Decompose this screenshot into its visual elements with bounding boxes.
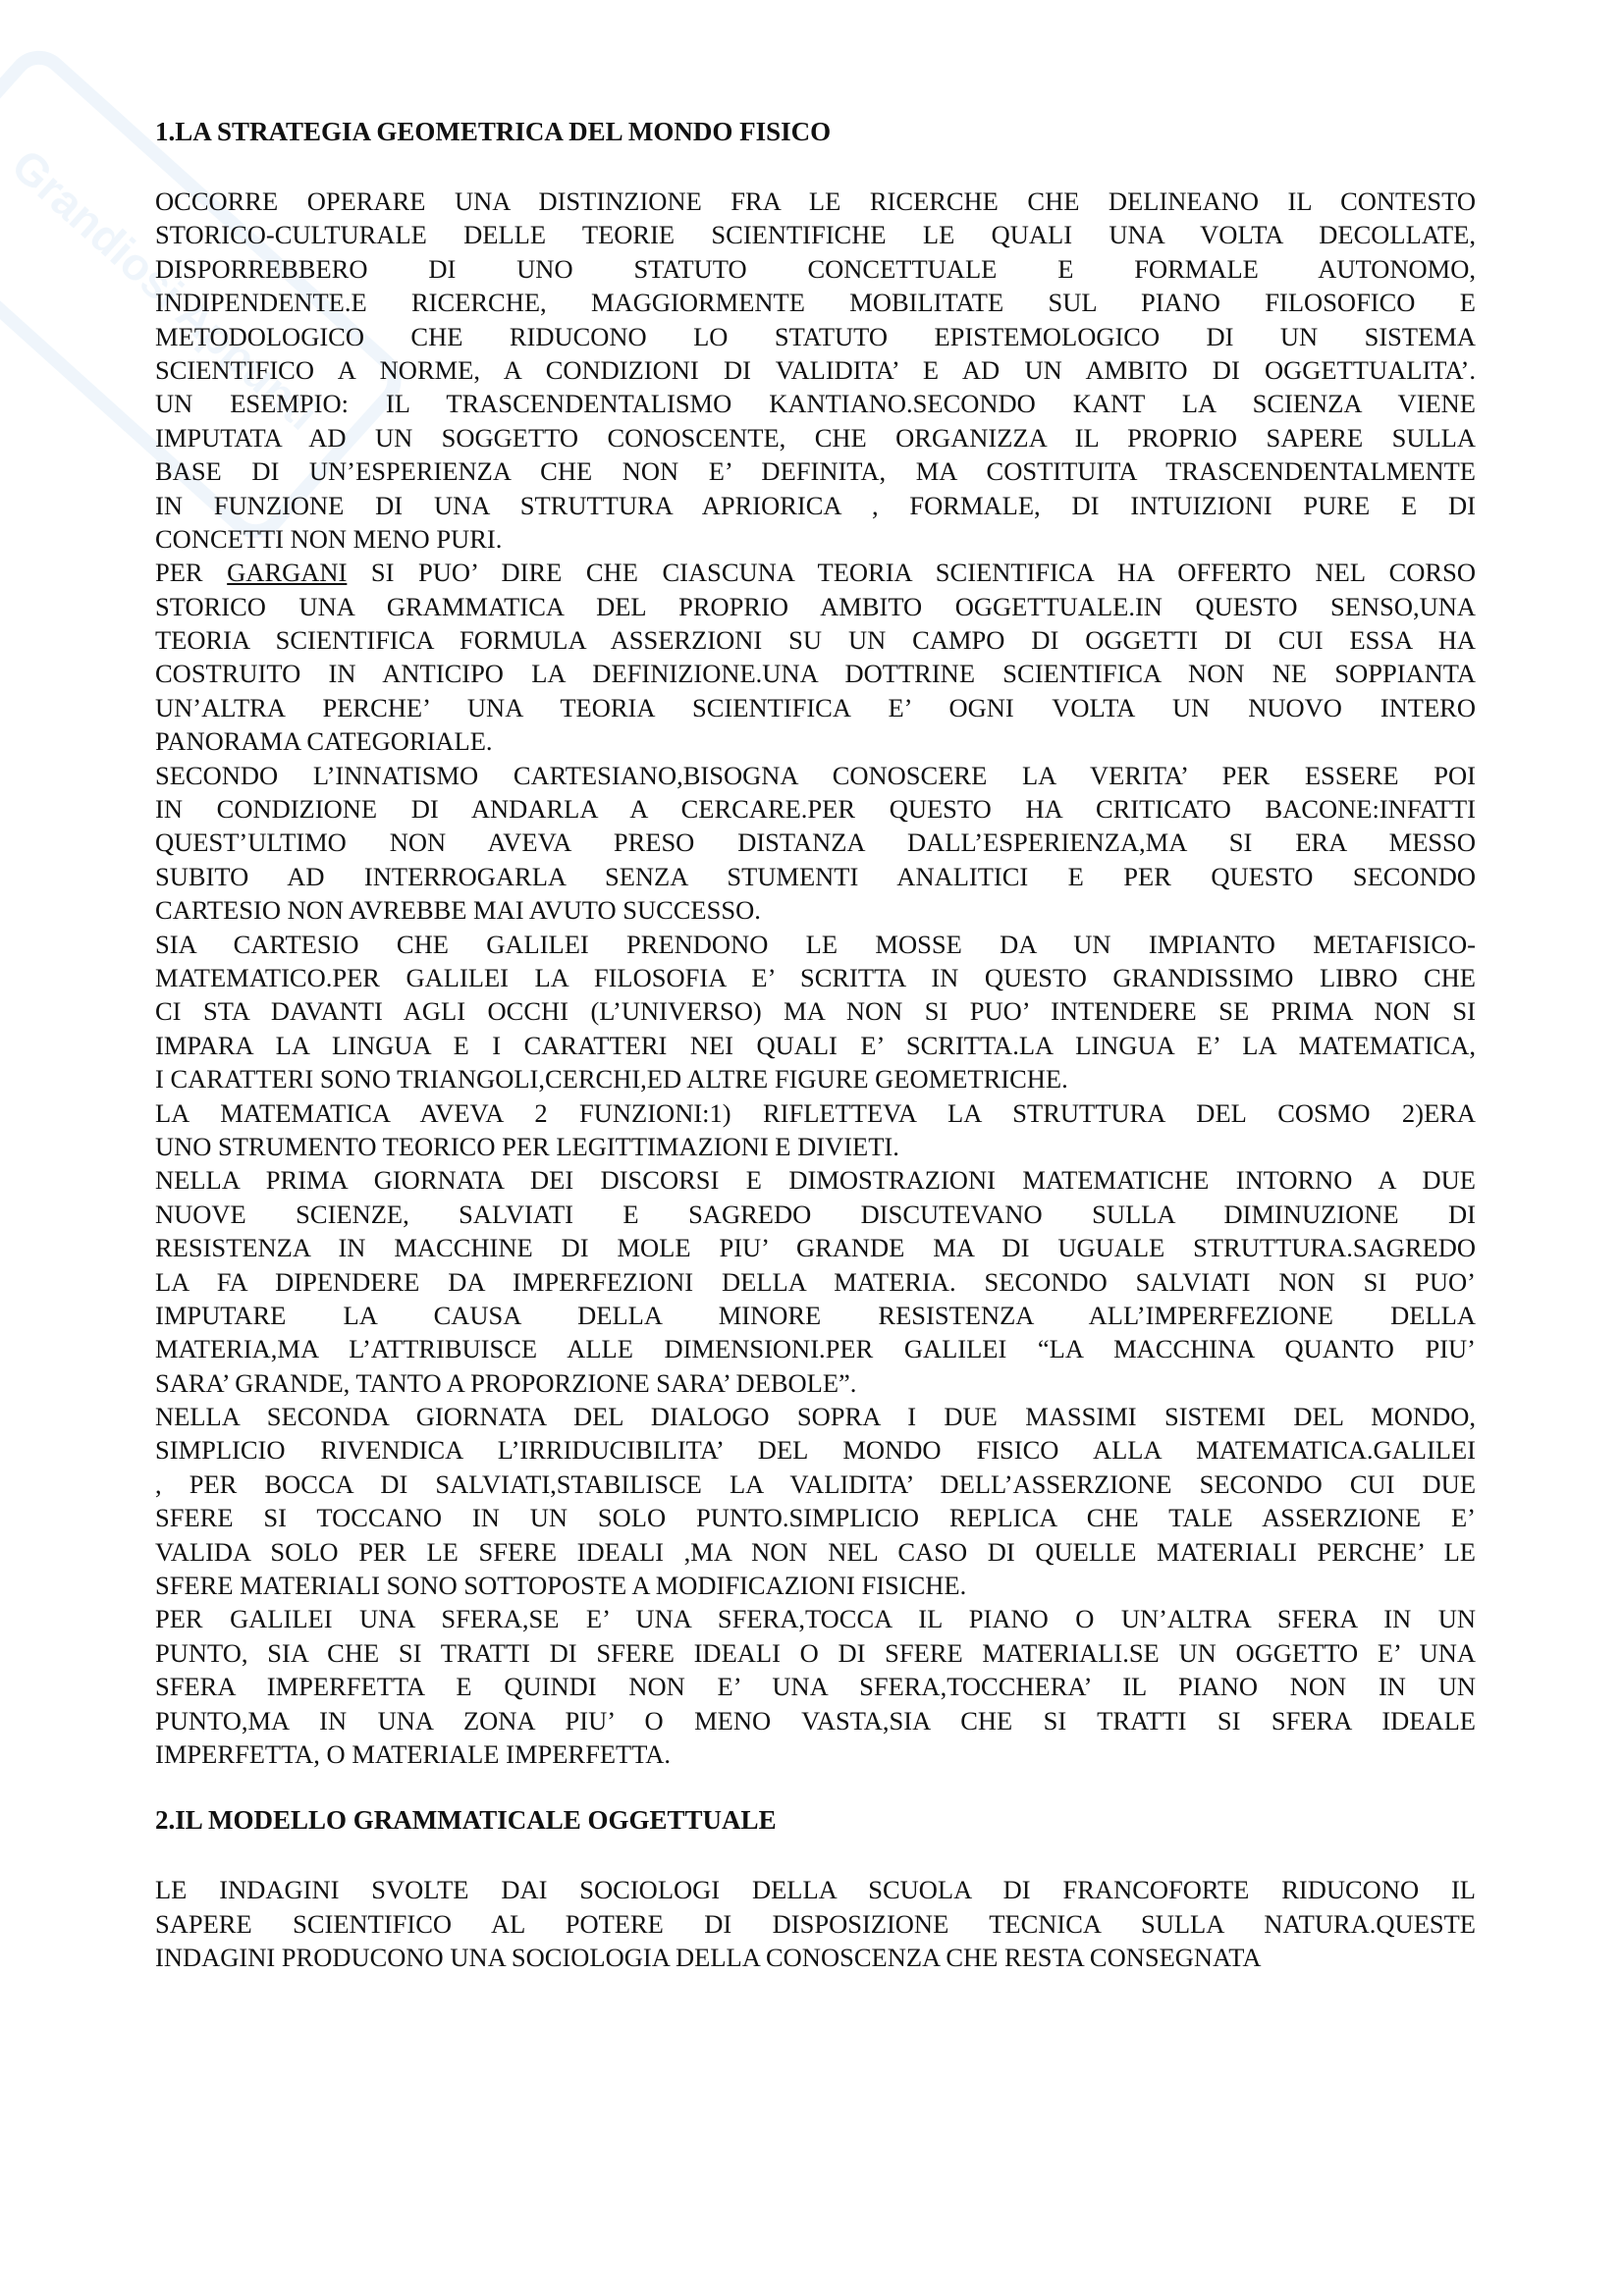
- document-body: [155, 116, 1476, 1975]
- text-line: TEORIA SCIENTIFICA FORMULA ASSERZIONI SU UN CAMPO DI OGGETTI DI CUI ESSA HA: [155, 625, 1476, 656]
- text-line: IMPUTATA AD UN SOGGETTO CONOSCENTE, CHE ORGANIZZA IL PROPRIO SAPERE SULLA: [155, 422, 1476, 453]
- text-line: UN ESEMPIO: IL TRASCENDENTALISMO KANTIANO.SECONDO KANT LA SCIENZA VIENE: [155, 389, 1476, 419]
- paragraph: [155, 759, 1476, 928]
- text-line: MATERIA,MA L’ATTRIBUISCE ALLE DIMENSIONI.PER GALILEI “LA MACCHINA QUANTO PIU’: [155, 1334, 1476, 1364]
- text-line: , PER BOCCA DI SALVIATI,STABILISCE LA VALIDITA’ DELL’ASSERZIONE SECONDO CUI DUE: [155, 1468, 1476, 1499]
- line-rest: SI PUO’ DIRE CHE CIASCUNA TEORIA SCIENTIFICA HA OFFERTO NEL CORSO: [347, 558, 1476, 588]
- line-prefix: PER: [155, 558, 228, 588]
- text-line: OCCORRE OPERARE UNA DISTINZIONE FRA LE RICERCHE CHE DELINEANO IL CONTESTO: [155, 187, 1476, 216]
- text-line: SFERA IMPERFETTA E QUINDI NON E’ UNA SFERA,TOCCHERA’ IL PIANO NON IN UN: [155, 1672, 1476, 1702]
- text-line: STORICO UNA GRAMMATICA DEL PROPRIO AMBITO OGGETTUALE.IN QUESTO SENSO,UNA: [155, 591, 1476, 621]
- text-line: IN CONDIZIONE DI ANDARLA A CERCARE.PER QUESTO HA CRITICATO BACONE:INFATTI: [155, 794, 1476, 825]
- section-heading: 2.IL MODELLO GRAMMATICALE OGGETTUALE: [155, 1805, 777, 1836]
- text-line: PER GALILEI UNA SFERA,SE E’ UNA SFERA,TOCCA IL PIANO O UN’ALTRA SFERA IN UN: [155, 1604, 1476, 1634]
- paragraph: [155, 185, 1476, 556]
- text-line: SFERE MATERIALI SONO SOTTOPOSTE A MODIFICAZIONI FISICHE.: [155, 1571, 967, 1601]
- text-line: INDAGINI PRODUCONO UNA SOCIOLOGIA DELLA CONOSCENZA CHE RESTA CONSEGNATA: [155, 1943, 1262, 1973]
- text-line: QUEST’ULTIMO NON AVEVA PRESO DISTANZA DALL’ESPERIENZA,MA SI ERA MESSO: [155, 828, 1476, 858]
- text-line: LA FA DIPENDERE DA IMPERFEZIONI DELLA MATERIA. SECONDO SALVIATI NON SI PUO’: [155, 1266, 1476, 1297]
- text-line: IN FUNZIONE DI UNA STRUTTURA APRIORICA , FORMALE, DI INTUIZIONI PURE E DI: [155, 490, 1476, 520]
- text-line: UNO STRUMENTO TEORICO PER LEGITTIMAZIONI E DIVIETI.: [155, 1131, 899, 1161]
- paragraph: [155, 1163, 1476, 1400]
- text-line: COSTRUITO IN ANTICIPO LA DEFINIZIONE.UNA DOTTRINE SCIENTIFICA NON NE SOPPIANTA: [155, 659, 1476, 689]
- text-line: PUNTO,MA IN UNA ZONA PIU’ O MENO VASTA,SIA CHE SI TRATTI SI SFERA IDEALE: [155, 1705, 1476, 1735]
- text-line: SFERE SI TOCCANO IN UN SOLO PUNTO.SIMPLICIO REPLICA CHE TALE ASSERZIONE E’: [155, 1503, 1476, 1533]
- text-line: UN’ALTRA PERCHE’ UNA TEORIA SCIENTIFICA E’ OGNI VOLTA UN NUOVO INTERO: [155, 692, 1476, 722]
- text-line: CONCETTI NON MENO PURI.: [155, 523, 503, 554]
- text-line: I CARATTERI SONO TRIANGOLI,CERCHI,ED ALTRE FIGURE GEOMETRICHE.: [155, 1064, 1068, 1095]
- underlined-name: GARGANI: [227, 558, 348, 588]
- text-line: METODOLOGICO CHE RIDUCONO LO STATUTO EPISTEMOLOGICO DI UN SISTEMA: [155, 321, 1476, 351]
- text-line: IMPARA LA LINGUA E I CARATTERI NEI QUALI E’ SCRITTA.LA LINGUA E’ LA MATEMATICA,: [155, 1030, 1476, 1060]
- text-line: SIMPLICIO RIVENDICA L’IRRIDUCIBILITA’ DEL MONDO FISICO ALLA MATEMATICA.GALILEI: [155, 1435, 1476, 1466]
- section-heading: 1.LA STRATEGIA GEOMETRICA DEL MONDO FISICO: [155, 117, 832, 146]
- text-line: SECONDO L’INNATISMO CARTESIANO,BISOGNA CONOSCERE LA VERITA’ PER ESSERE POI: [155, 760, 1476, 790]
- text-line: INDIPENDENTE.E RICERCHE, MAGGIORMENTE MOBILITATE SUL PIANO FILOSOFICO E: [155, 288, 1476, 318]
- text-line: IMPUTARE LA CAUSA DELLA MINORE RESISTENZA ALL’IMPERFEZIONE DELLA: [155, 1300, 1476, 1330]
- text-line: PUNTO, SIA CHE SI TRATTI DI SFERE IDEALI O DI SFERE MATERIALI.SE UN OGGETTO E’ UNA: [155, 1637, 1476, 1668]
- text-line: NUOVE SCIENZE, SALVIATI E SAGREDO DISCUTEVANO SULLA DIMINUZIONE DI: [155, 1199, 1476, 1229]
- text-line: MATEMATICO.PER GALILEI LA FILOSOFIA E’ SCRITTA IN QUESTO GRANDISSIMO LIBRO CHE: [155, 962, 1476, 992]
- svg-text:Grandiosi Appunti: Grandiosi Appunti: [2, 138, 328, 440]
- text-line: STORICO-CULTURALE DELLE TEORIE SCIENTIFICHE LE QUALI UNA VOLTA DECOLLATE,: [155, 220, 1476, 250]
- document-page: [155, 116, 1476, 1975]
- text-line: SARA’ GRANDE, TANTO A PROPORZIONE SARA’ DEBOLE”.: [155, 1367, 857, 1398]
- paragraph: [155, 1602, 1476, 1771]
- text-line: LA MATEMATICA AVEVA 2 FUNZIONI:1) RIFLETTEVA LA STRUTTURA DEL COSMO 2)ERA: [155, 1097, 1476, 1128]
- text-line: NELLA PRIMA GIORNATA DEI DISCORSI E DIMOSTRAZIONI MATEMATICHE INTORNO A DUE: [155, 1165, 1476, 1196]
- text-line: IMPERFETTA, O MATERIALE IMPERFETTA.: [155, 1738, 672, 1769]
- text-line: SIA CARTESIO CHE GALILEI PRENDONO LE MOSSE DA UN IMPIANTO METAFISICO-: [155, 929, 1476, 959]
- paragraph: [155, 1873, 1476, 1974]
- text-line: LE INDAGINI SVOLTE DAI SOCIOLOGI DELLA SCUOLA DI FRANCOFORTE RIDUCONO IL: [155, 1875, 1476, 1905]
- text-line: [155, 556, 1476, 589]
- text-line: NELLA SECONDA GIORNATA DEL DIALOGO SOPRA I DUE MASSIMI SISTEMI DEL MONDO,: [155, 1402, 1476, 1432]
- text-line: CARTESIO NON AVREBBE MAI AVUTO SUCCESSO.: [155, 895, 761, 926]
- paragraph: [155, 928, 1476, 1096]
- text-line: BASE DI UN’ESPERIENZA CHE NON E’ DEFINITA, MA COSTITUITA TRASCENDENTALMENTE: [155, 456, 1476, 487]
- text-line: PANORAMA CATEGORIALE.: [155, 726, 493, 757]
- text-line: RESISTENZA IN MACCHINE DI MOLE PIU’ GRANDE MA DI UGUALE STRUTTURA.SAGREDO: [155, 1233, 1476, 1263]
- text-line: VALIDA SOLO PER LE SFERE IDEALI ,MA NON NEL CASO DI QUELLE MATERIALI PERCHE’ LE: [155, 1536, 1476, 1567]
- text-line: DISPORREBBERO DI UNO STATUTO CONCETTUALE E FORMALE AUTONOMO,: [155, 253, 1476, 284]
- text-line: SUBITO AD INTERROGARLA SENZA STUMENTI ANALITICI E PER QUESTO SECONDO: [155, 861, 1476, 891]
- paragraph: [155, 1400, 1476, 1602]
- text-line: CI STA DAVANTI AGLI OCCHI (L’UNIVERSO) MA NON SI PUO’ INTENDERE SE PRIMA NON SI: [155, 996, 1476, 1027]
- paragraph: [155, 556, 1476, 758]
- paragraph: [155, 1096, 1476, 1164]
- text-line: SAPERE SCIENTIFICO AL POTERE DI DISPOSIZIONE TECNICA SULLA NATURA.QUESTE: [155, 1908, 1476, 1939]
- text-line: SCIENTIFICO A NORME, A CONDIZIONI DI VALIDITA’ E AD UN AMBITO DI OGGETTUALITA’.: [155, 354, 1476, 385]
